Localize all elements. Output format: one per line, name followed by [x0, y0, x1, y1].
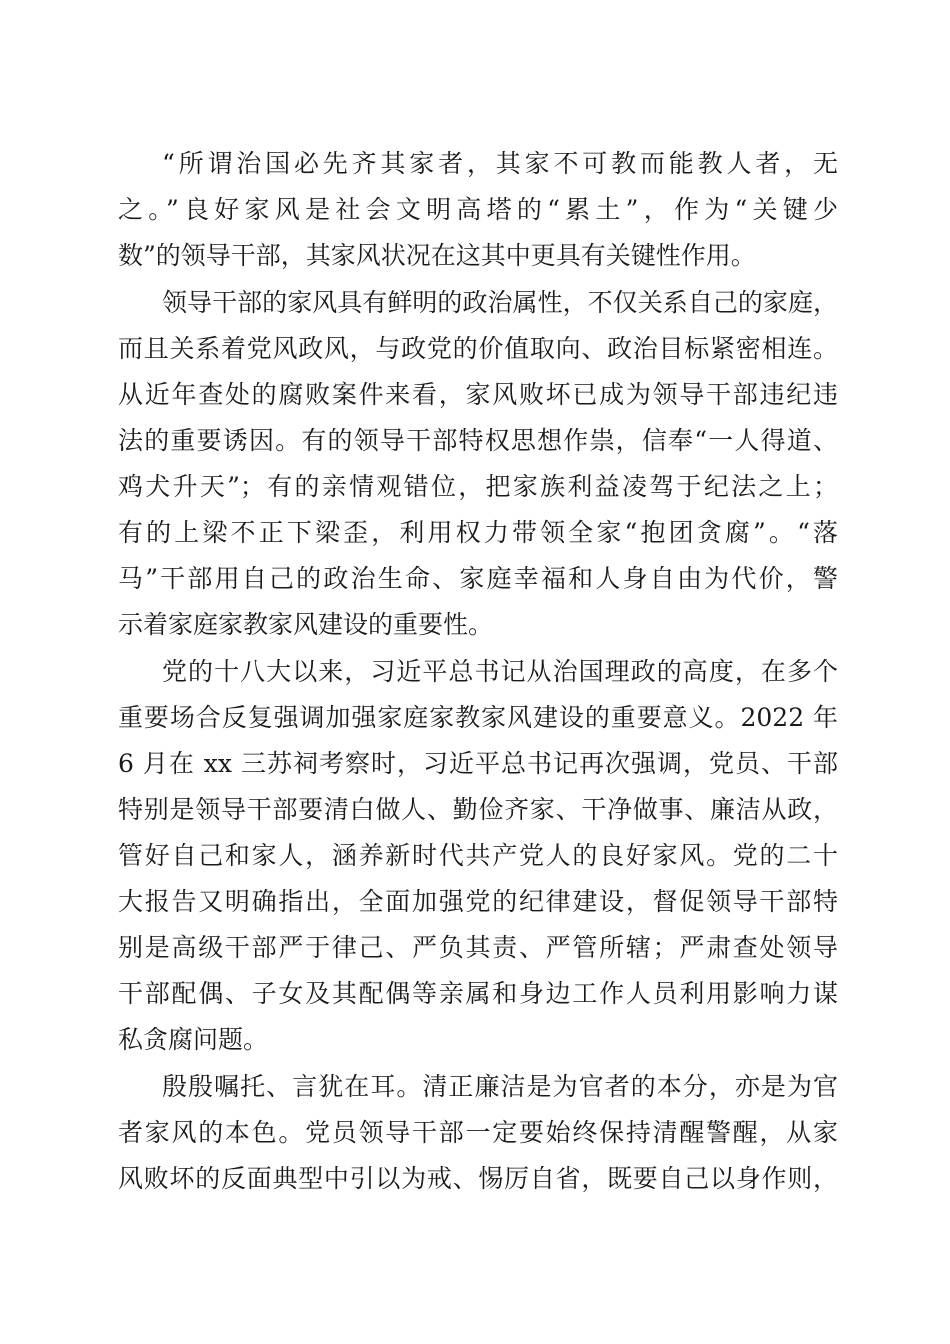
- text-line: 领导干部的家风具有鲜明的政治属性，不仅关系自己的家庭，: [162, 288, 838, 317]
- text-line: 私贪腐问题。: [118, 1025, 269, 1054]
- text-line: 特别是领导干部要清白做人、勤俭齐家、干净做事、廉洁从政，: [118, 795, 838, 824]
- text-line: 大报告又明确指出，全面加强党的纪律建设，督促领导干部特: [118, 887, 838, 916]
- text-line: 示着家庭家教家风建设的重要性。: [118, 610, 494, 639]
- text-line: 从近年查处的腐败案件来看，家风败坏已成为领导干部违纪违: [118, 380, 838, 409]
- text-line: 6 月在 xx 三苏祠考察时，习近平总书记再次强调，党员、干部: [118, 749, 838, 778]
- text-line: 鸡犬升天”；有的亲情观错位，把家族利益凌驾于纪法之上；: [118, 472, 838, 501]
- text-line: 干部配偶、子女及其配偶等亲属和身边工作人员利用影响力谋: [118, 979, 838, 1008]
- text-line: 风败坏的反面典型中引以为戒、惕厉自省，既要自己以身作则，: [118, 1164, 838, 1193]
- text-line: 马”干部用自己的政治生命、家庭幸福和人身自由为代价，警: [118, 564, 838, 593]
- text-line: 数”的领导干部，其家风状况在这其中更具有关键性作用。: [118, 241, 756, 270]
- text-line: “所谓治国必先齐其家者，其家不可教而能教人者，无: [162, 149, 838, 178]
- text-line: 管好自己和家人，涵养新时代共产党人的良好家风。党的二十: [118, 841, 838, 870]
- text-line: 党的十八大以来，习近平总书记从治国理政的高度，在多个: [162, 657, 838, 686]
- text-line: 而且关系着党风政风，与政党的价值取向、政治目标紧密相连。: [118, 334, 838, 363]
- text-line: 有的上梁不正下梁歪，利用权力带领全家“抱团贪腐”。“落: [118, 518, 838, 547]
- text-line: 者家风的本色。党员领导干部一定要始终保持清醒警醒，从家: [118, 1118, 838, 1147]
- text-line: 之。”良好家风是社会文明高塔的“累土”，作为“关键少: [118, 195, 839, 224]
- text-line: 法的重要诱因。有的领导干部特权思想作祟，信奉“一人得道、: [118, 426, 838, 455]
- text-line: 重要场合反复强调加强家庭家教家风建设的重要意义。2022 年: [118, 703, 838, 732]
- text-line: 别是高级干部严于律己、严负其责、严管所辖；严肃查处领导: [118, 933, 838, 962]
- text-line: 殷殷嘱托、言犹在耳。清正廉洁是为官者的本分，亦是为官: [162, 1072, 838, 1101]
